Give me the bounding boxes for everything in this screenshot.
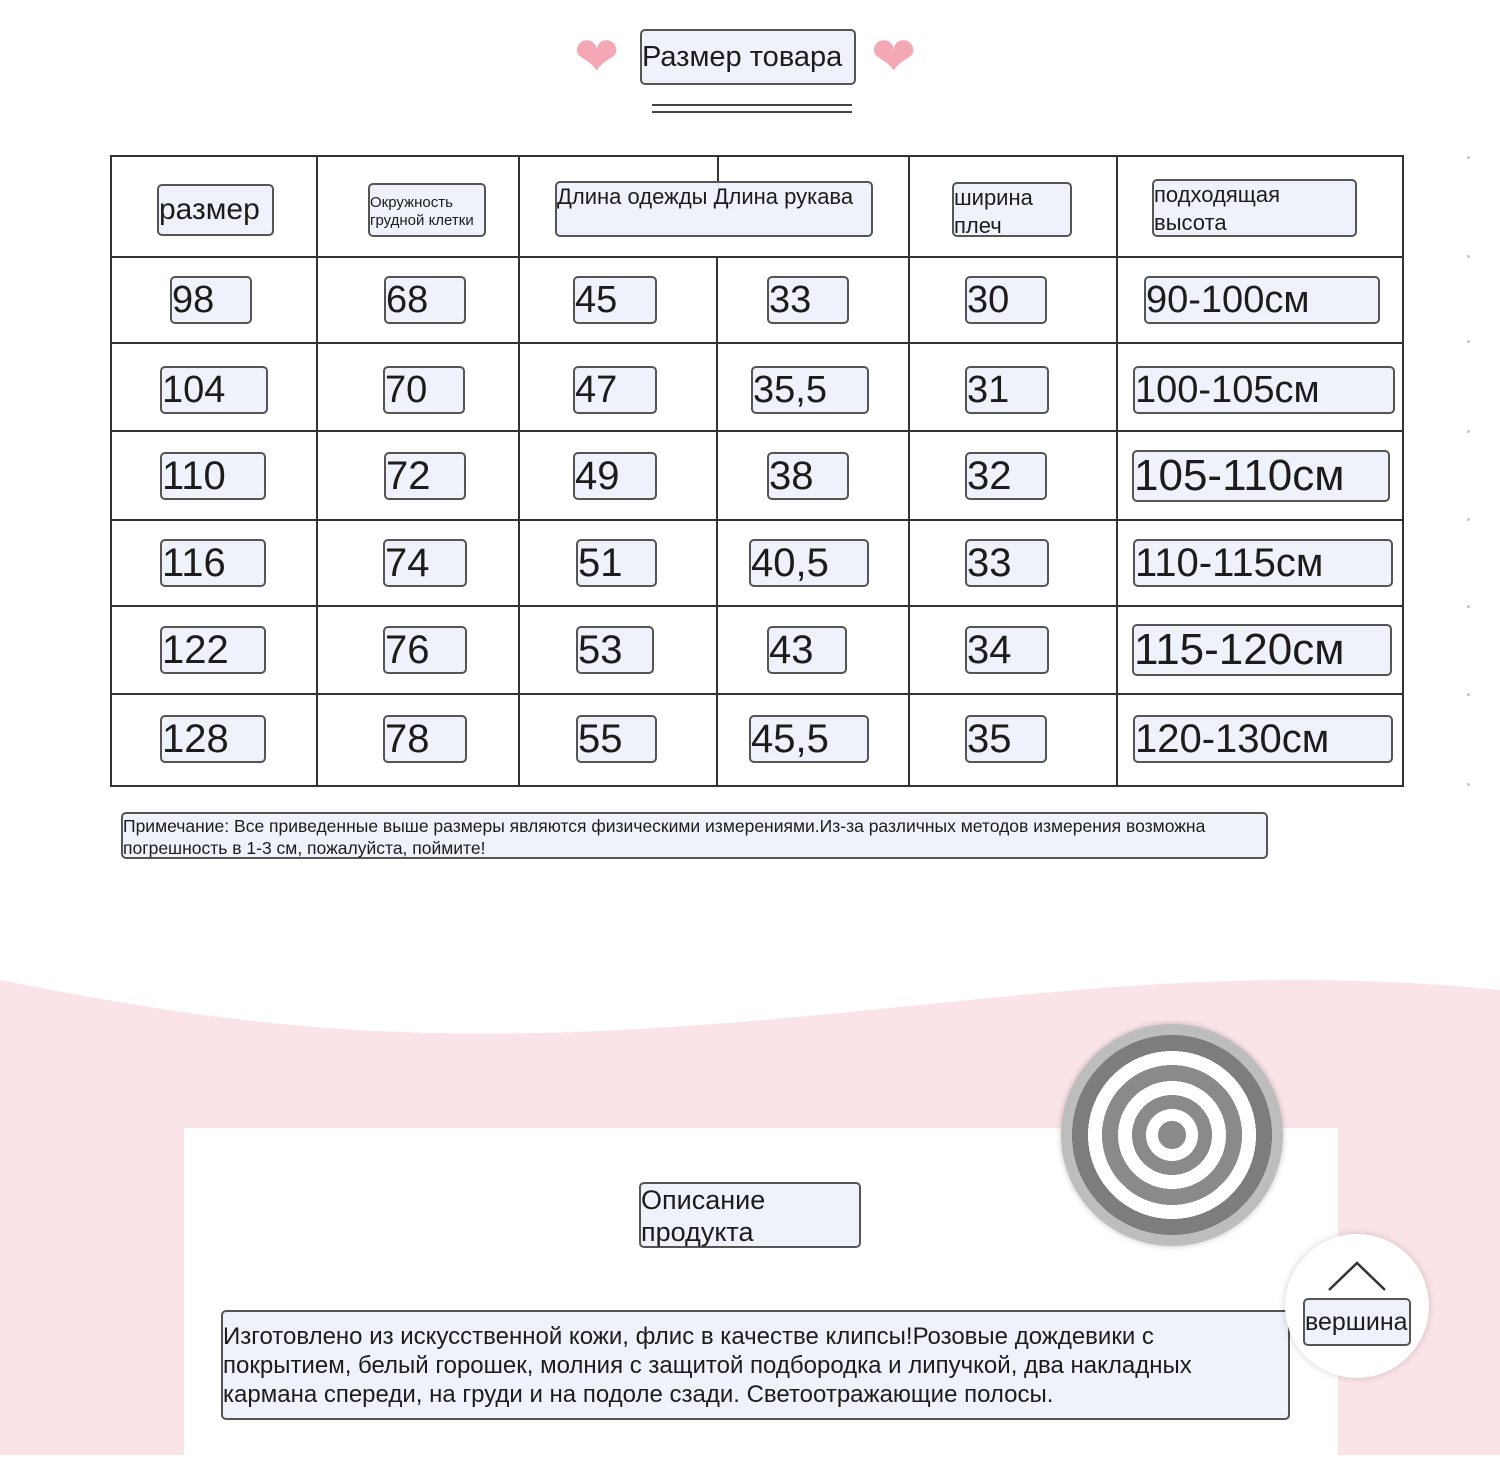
column-header-chest: Окружность грудной клетки xyxy=(368,183,486,237)
size-table xyxy=(110,155,1404,787)
shoulder-value: 31 xyxy=(965,366,1049,414)
height-value: 120-130см xyxy=(1133,715,1393,763)
column-header-shoulder: ширина плеч xyxy=(952,182,1072,237)
concentric-circles-icon xyxy=(1061,1024,1283,1246)
back-to-top-button[interactable] xyxy=(1285,1234,1429,1378)
page-title: Размер товара xyxy=(640,29,856,85)
header-cell xyxy=(317,156,519,257)
height-value: 115-120см xyxy=(1132,624,1392,676)
size-value: 98 xyxy=(170,276,252,324)
length-value: 53 xyxy=(576,626,654,674)
length-value: 51 xyxy=(576,539,657,587)
shoulder-value: 32 xyxy=(965,452,1047,500)
sleeve-value: 45,5 xyxy=(749,715,869,763)
length-value: 55 xyxy=(576,715,657,763)
length-value: 45 xyxy=(573,276,657,324)
heart-icon: ❤ xyxy=(574,27,620,87)
height-value: 105-110см xyxy=(1132,450,1390,502)
table-row xyxy=(111,520,1403,606)
height-value: 90-100см xyxy=(1144,276,1380,324)
chest-value: 68 xyxy=(384,276,466,324)
table-row xyxy=(111,431,1403,520)
description-text: Изготовлено из искусственной кожи, флис в качестве клипсы!Розовые дождевики с покрытием, белый горошек, молния с защитой подбородка и липучкой, два накладных кармана спереди, на груди и на подоле сзади. Светоотражающие полосы. xyxy=(221,1310,1290,1420)
table-header-row xyxy=(111,156,1403,257)
sleeve-value: 33 xyxy=(767,276,849,324)
back-to-top-label: вершина xyxy=(1303,1298,1411,1346)
sleeve-value: 43 xyxy=(767,626,847,674)
side-dot xyxy=(1467,693,1470,696)
size-value: 104 xyxy=(160,366,268,414)
length-value: 49 xyxy=(573,452,657,500)
sleeve-value: 40,5 xyxy=(749,539,869,587)
sleeve-value: 35,5 xyxy=(751,366,869,414)
side-dot xyxy=(1467,518,1470,521)
column-header-height: подходящая высота xyxy=(1152,179,1357,237)
size-value: 110 xyxy=(160,452,266,500)
chest-value: 76 xyxy=(383,626,467,674)
title-underline xyxy=(652,111,852,113)
chest-value: 70 xyxy=(383,366,465,414)
chevron-up-icon xyxy=(1327,1260,1387,1292)
heart-icon: ❤ xyxy=(871,27,917,87)
description-title: Описание продукта xyxy=(639,1182,861,1248)
table-row xyxy=(111,694,1403,786)
length-value: 47 xyxy=(573,366,657,414)
height-value: 100-105см xyxy=(1133,366,1395,414)
measurement-note: Примечание: Все приведенные выше размеры являются физическими измерениями.Из-за различных методов измерения возможна погрешность в 1-3 см, пожалуйста, поймите! xyxy=(121,812,1268,859)
shoulder-value: 34 xyxy=(965,626,1049,674)
header-cell-merged xyxy=(519,156,909,257)
column-header-size: размер xyxy=(157,184,274,236)
side-dot xyxy=(1467,430,1470,433)
shoulder-value: 35 xyxy=(965,715,1047,763)
shoulder-value: 30 xyxy=(965,276,1047,324)
size-value: 128 xyxy=(160,715,266,763)
table-row xyxy=(111,257,1403,343)
header-cell xyxy=(909,156,1117,257)
shoulder-value: 33 xyxy=(965,539,1049,587)
side-dot xyxy=(1467,255,1470,258)
size-value: 116 xyxy=(160,539,266,587)
chest-value: 72 xyxy=(384,452,466,500)
header-cell xyxy=(1117,156,1403,257)
chest-value: 74 xyxy=(383,539,467,587)
side-dot xyxy=(1467,156,1470,159)
header-cell xyxy=(111,156,317,257)
table-row xyxy=(111,606,1403,694)
chest-value: 78 xyxy=(383,715,467,763)
column-header-length: Длина одежды Длина рукава xyxy=(555,181,873,237)
sleeve-value: 38 xyxy=(767,452,849,500)
side-dot xyxy=(1467,340,1470,343)
side-dot xyxy=(1467,605,1470,608)
size-value: 122 xyxy=(160,626,266,674)
table-row xyxy=(111,343,1403,431)
title-underline xyxy=(652,104,852,106)
side-dot xyxy=(1467,783,1470,786)
height-value: 110-115см xyxy=(1133,539,1393,587)
